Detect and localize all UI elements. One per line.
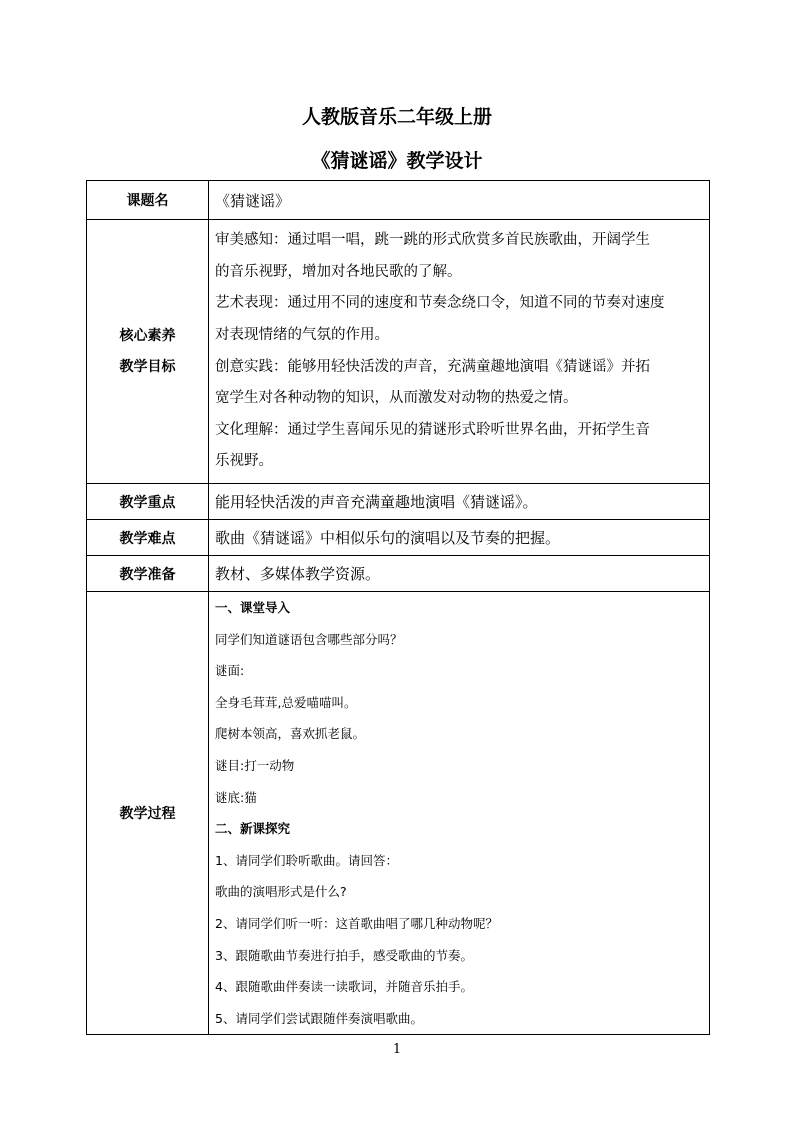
- goal-line: 艺术表现：通过用不同的速度和节奏念绕口令，知道不同的节奏对速度: [215, 295, 665, 312]
- topic-label: 课题名: [87, 181, 209, 220]
- goals-label: [87, 220, 209, 484]
- process-line: 5、请同学们尝试跟随伴奏演唱歌曲。: [215, 1010, 423, 1026]
- table-row-difficulty: [87, 520, 710, 556]
- table-row-topic: [87, 181, 710, 220]
- process-line: 全身毛茸茸,总爱喵喵叫。: [215, 694, 357, 710]
- document-title: 人教版音乐二年级上册: [301, 106, 492, 128]
- goal-line: 审美感知：通过唱一唱，跳一跳的形式欣赏多首民族歌曲，开阔学生: [215, 232, 650, 249]
- table-row-goals: [87, 220, 710, 484]
- key-points-label: 教学重点: [87, 484, 209, 520]
- key-points-value: 能用轻快活泼的声音充满童趣地演唱《猜谜谣》。: [209, 484, 710, 520]
- table-row-key-points: [87, 484, 710, 520]
- process-line: 谜底:猫: [215, 789, 257, 805]
- process-line: 谜面:: [215, 663, 245, 679]
- table-row-preparation: [87, 556, 710, 592]
- topic-value: 《猜谜谣》: [209, 181, 710, 220]
- preparation-label: 教学准备: [87, 556, 209, 592]
- goal-line: 对表现情绪的气氛的作用。: [215, 326, 389, 343]
- process-section-heading: 二、新课探究: [215, 821, 291, 837]
- page-number: 1: [392, 1042, 402, 1057]
- process-line: 4、跟随歌曲伴奏读一读歌词，并随音乐拍手。: [215, 979, 473, 995]
- process-line: 1、请同学们聆听歌曲。请回答：: [215, 852, 398, 868]
- goals-label-line1: 核心素养: [119, 327, 176, 344]
- process-content: [209, 592, 710, 1035]
- process-section-heading: 一、课堂导入: [215, 600, 291, 615]
- goal-line: 乐视野。: [215, 453, 273, 470]
- process-line: 3、跟随歌曲节奏进行拍手，感受歌曲的节奏。: [215, 947, 473, 963]
- goal-line: 创意实践：能够用轻快活泼的声音，充满童趣地演唱《猜谜谣》并拓: [215, 358, 650, 375]
- document-subtitle: 《猜谜谣》教学设计: [311, 150, 483, 172]
- goal-line: 的音乐视野，增加对各地民歌的了解。: [215, 263, 462, 280]
- lesson-plan-table: [86, 180, 710, 1035]
- process-line: 同学们知道谜语包含哪些部分吗？: [215, 631, 403, 647]
- process-line: 谜目:打一动物: [215, 757, 295, 773]
- table-row-process: [87, 592, 710, 1035]
- goals-label-line2: 教学目标: [119, 358, 176, 375]
- preparation-value: 教材、多媒体教学资源。: [209, 556, 710, 592]
- process-line: 2、请同学们听一听：这首歌曲唱了哪几种动物呢？: [215, 915, 498, 931]
- process-label: 教学过程: [87, 592, 209, 1035]
- process-line: 歌曲的演唱形式是什么?: [215, 884, 347, 900]
- difficulty-value: 歌曲《猜谜谣》中相似乐句的演唱以及节奏的把握。: [209, 520, 710, 556]
- difficulty-label: 教学难点: [87, 520, 209, 556]
- goal-line: 宽学生对各种动物的知识，从而激发对动物的热爱之情。: [215, 390, 578, 407]
- goal-line: 文化理解：通过学生喜闻乐见的猜谜形式聆听世界名曲，开拓学生音: [215, 421, 650, 438]
- process-line: 爬树本领高，喜欢抓老鼠。: [215, 726, 366, 742]
- goals-content: [209, 220, 710, 484]
